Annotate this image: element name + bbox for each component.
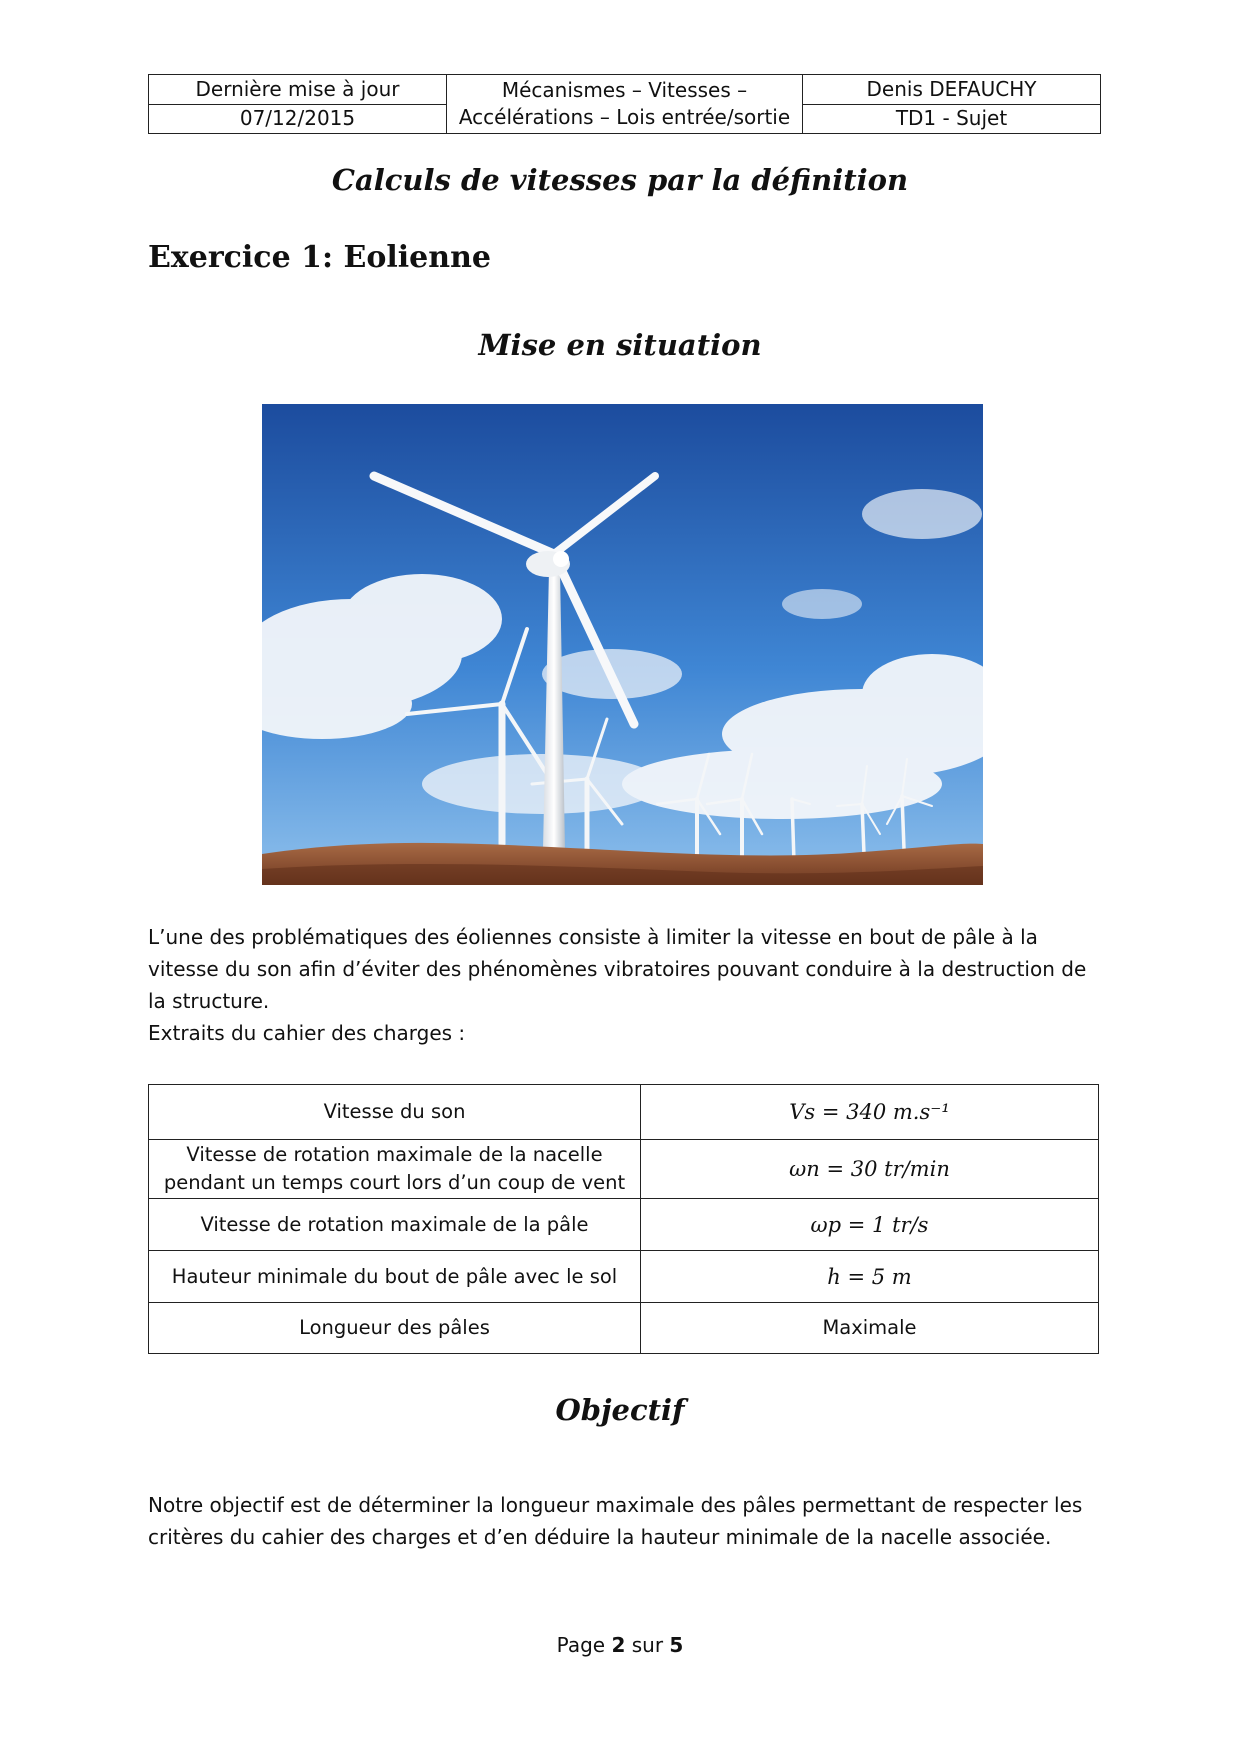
footer-of-word: sur	[631, 1633, 664, 1657]
spec-value-text: Maximale	[822, 1316, 917, 1339]
spec-row	[149, 1303, 1099, 1354]
main-title: Calculs de vitesses par la définition	[331, 163, 909, 197]
spec-label: Vitesse de rotation maximale de la pâle	[149, 1199, 641, 1251]
exercise-heading: Exercice 1: Eolienne	[148, 240, 491, 275]
spec-row	[149, 1199, 1099, 1251]
spec-value-text: ωn = 30 tr/min	[789, 1157, 950, 1181]
spec-value	[641, 1303, 1099, 1354]
header-table	[148, 74, 1101, 134]
paragraph-intro: L’une des problématiques des éoliennes consiste à limiter la vitesse en bout de pâle à la vitesse du son afin d’éviter des phénomènes vibratoires pouvant conduire à la destruction de la structure.	[148, 925, 1087, 1013]
section-objectif: Objectif	[555, 1393, 685, 1427]
last-update-label: Dernière mise à jour	[149, 75, 447, 105]
spec-value	[641, 1140, 1099, 1199]
doc-id: TD1 - Sujet	[803, 104, 1101, 134]
spec-label: Hauteur minimale du bout de pâle avec le sol	[149, 1251, 641, 1303]
footer-total-pages: 5	[669, 1633, 684, 1657]
paragraph-objectif: Notre objectif est de déterminer la longueur maximale des pâles permettant de respecter les critères du cahier des charges et d’en déduire la hauteur minimale de la nacelle associée.	[148, 1493, 1083, 1549]
spec-label: Longueur des pâles	[149, 1303, 641, 1354]
spec-value	[641, 1199, 1099, 1251]
spec-label: Vitesse de rotation maximale de la nacelle pendant un temps court lors d’un coup de vent	[149, 1140, 641, 1199]
wind-turbines-photo	[262, 404, 983, 885]
spec-value-text: h = 5 m	[827, 1264, 912, 1289]
spec-row	[149, 1085, 1099, 1140]
spec-value	[641, 1251, 1099, 1303]
subject-line-1: Mécanismes – Vitesses –	[501, 78, 748, 102]
footer-current-page: 2	[611, 1633, 626, 1657]
footer-page-word: Page	[556, 1633, 606, 1657]
update-date: 07/12/2015	[149, 104, 447, 134]
subject-cell	[447, 75, 803, 134]
spec-row	[149, 1251, 1099, 1303]
page-footer	[0, 1633, 1240, 1657]
spec-label: Vitesse du son	[149, 1085, 641, 1140]
section-mise-en-situation: Mise en situation	[478, 328, 762, 362]
author: Denis DEFAUCHY	[803, 75, 1101, 105]
subject-line-2: Accélérations – Lois entrée/sortie	[458, 105, 791, 129]
specs-table	[148, 1084, 1099, 1354]
spec-row	[149, 1140, 1099, 1199]
spec-value-text: Vs = 340 m.s⁻¹	[789, 1100, 950, 1124]
spec-value	[641, 1085, 1099, 1140]
spec-value-text: ωp = 1 tr/s	[810, 1212, 929, 1237]
paragraph-extraits: Extraits du cahier des charges :	[148, 1021, 466, 1045]
